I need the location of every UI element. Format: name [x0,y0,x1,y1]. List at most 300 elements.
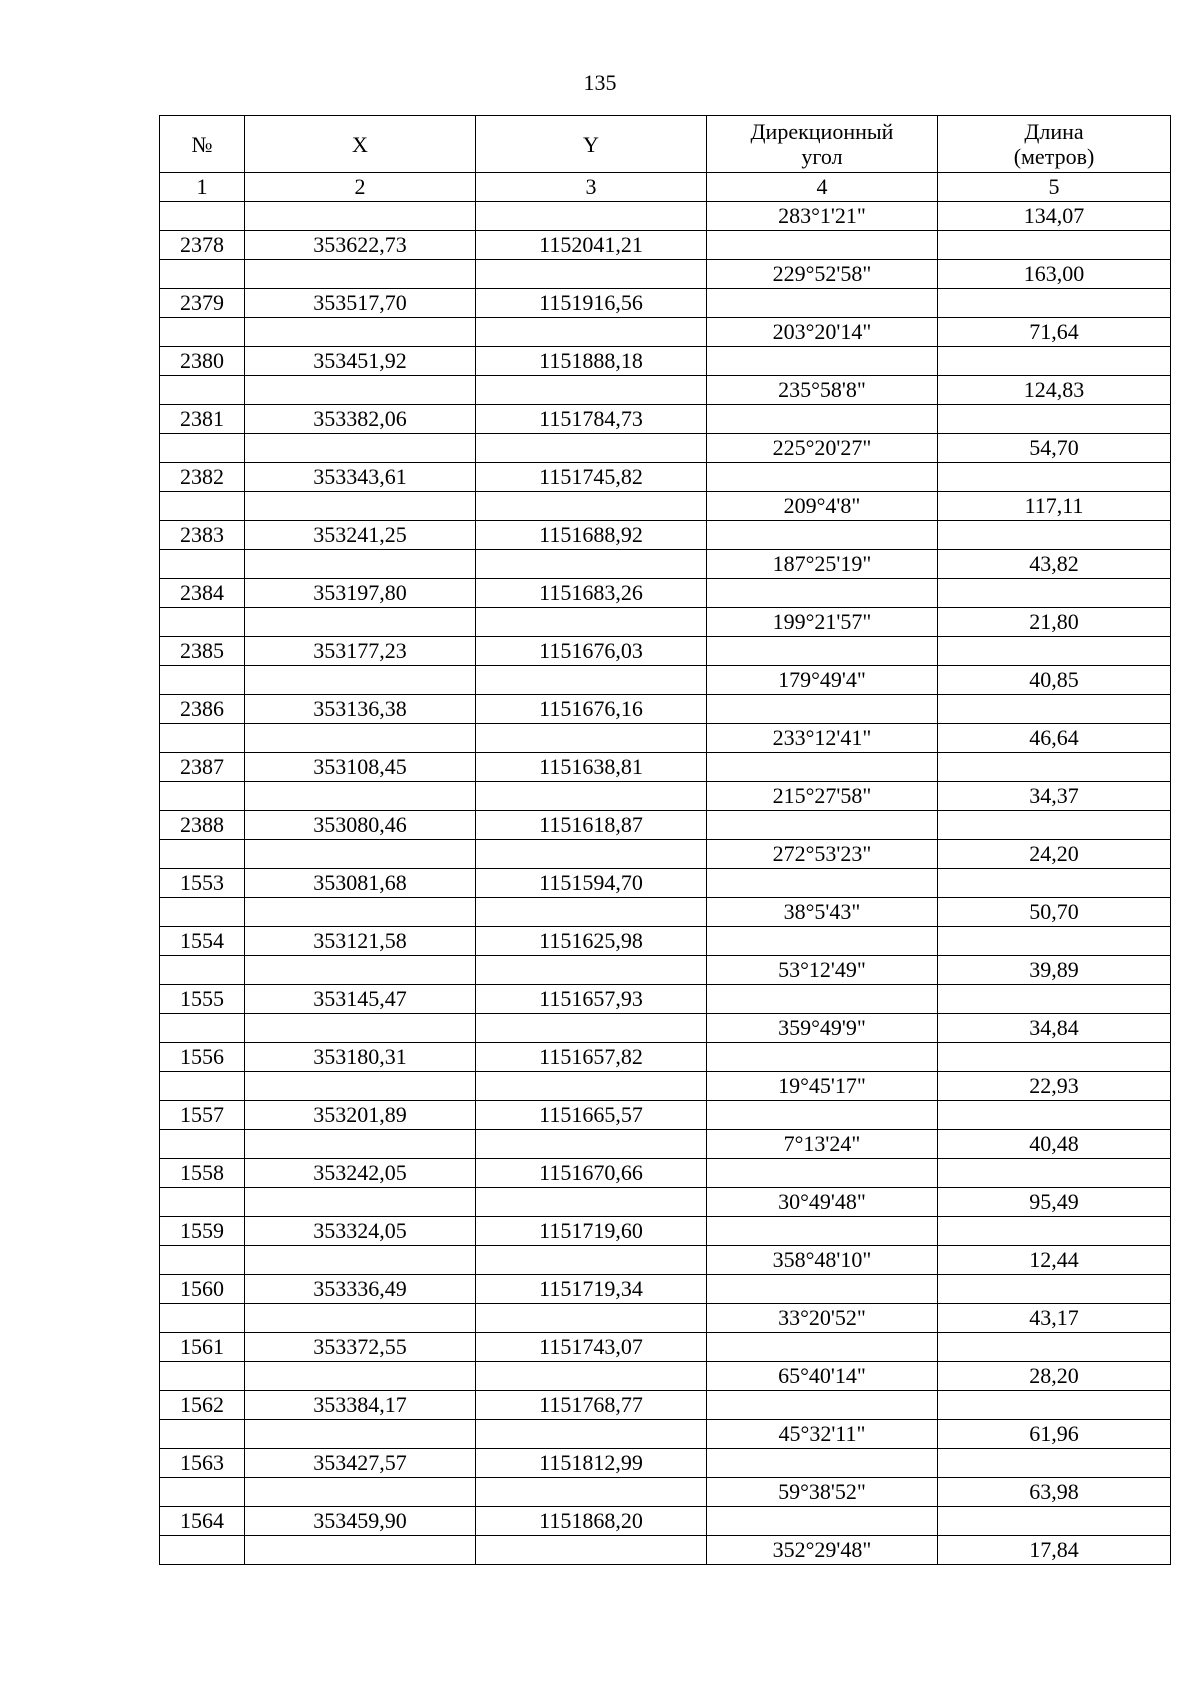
cell-angle: 209°4'8" [707,492,938,521]
cell-y [476,956,707,985]
cell-y: 1151657,82 [476,1043,707,1072]
table-row [160,434,1171,463]
cell-y [476,724,707,753]
cell-y: 1151618,87 [476,811,707,840]
cell-angle [707,1043,938,1072]
cell-y: 1151670,66 [476,1159,707,1188]
table-row [160,985,1171,1014]
cell-x: 353080,46 [245,811,476,840]
cell-y: 1151625,98 [476,927,707,956]
cell-x: 353517,70 [245,289,476,318]
cell-y: 1151676,16 [476,695,707,724]
column-number: 3 [476,173,707,202]
cell-x: 353427,57 [245,1449,476,1478]
header-angle-line2: угол [801,144,843,169]
cell-y [476,1478,707,1507]
cell-angle: 30°49'48" [707,1188,938,1217]
cell-num: 2379 [160,289,245,318]
cell-length [938,811,1171,840]
cell-x: 353343,61 [245,463,476,492]
cell-num [160,318,245,347]
table-row [160,376,1171,405]
cell-y: 1151868,20 [476,1507,707,1536]
cell-angle [707,695,938,724]
cell-angle: 59°38'52" [707,1478,938,1507]
cell-length: 71,64 [938,318,1171,347]
table-row [160,1507,1171,1536]
header-num: № [160,116,245,173]
cell-num: 1560 [160,1275,245,1304]
cell-y [476,1420,707,1449]
cell-num: 2386 [160,695,245,724]
cell-num: 1562 [160,1391,245,1420]
cell-y: 1151594,70 [476,869,707,898]
cell-x: 353121,58 [245,927,476,956]
column-number-row [160,173,1171,202]
table-row [160,347,1171,376]
header-angle [707,116,938,173]
table-row [160,318,1171,347]
cell-num [160,1304,245,1333]
cell-length: 134,07 [938,202,1171,231]
cell-x [245,666,476,695]
cell-length [938,695,1171,724]
cell-angle: 7°13'24" [707,1130,938,1159]
cell-angle [707,1391,938,1420]
cell-length [938,521,1171,550]
cell-num [160,1362,245,1391]
cell-y [476,898,707,927]
cell-x: 353459,90 [245,1507,476,1536]
table-row [160,463,1171,492]
table-row [160,695,1171,724]
cell-length: 95,49 [938,1188,1171,1217]
cell-x [245,1072,476,1101]
cell-num: 2387 [160,753,245,782]
cell-angle [707,231,938,260]
table-row [160,1014,1171,1043]
header-y: Y [476,116,707,173]
cell-num: 1561 [160,1333,245,1362]
column-number: 1 [160,173,245,202]
cell-length [938,347,1171,376]
cell-y [476,376,707,405]
table-body [160,202,1171,1565]
cell-length [938,1275,1171,1304]
page-number: 135 [583,70,617,95]
cell-angle [707,927,938,956]
cell-x [245,840,476,869]
cell-y [476,260,707,289]
table-row [160,840,1171,869]
cell-angle [707,579,938,608]
cell-x [245,898,476,927]
table-row [160,1420,1171,1449]
table-row [160,289,1171,318]
table-row [160,202,1171,231]
cell-length: 21,80 [938,608,1171,637]
table-row [160,260,1171,289]
cell-angle [707,1217,938,1246]
table-row [160,1217,1171,1246]
cell-x: 353382,06 [245,405,476,434]
table-row [160,782,1171,811]
cell-x: 353336,49 [245,1275,476,1304]
table-row [160,724,1171,753]
cell-length [938,1449,1171,1478]
cell-num [160,1420,245,1449]
cell-num: 2388 [160,811,245,840]
cell-angle: 179°49'4" [707,666,938,695]
cell-x: 353451,92 [245,347,476,376]
table-row [160,579,1171,608]
cell-length [938,869,1171,898]
cell-x [245,376,476,405]
cell-x [245,318,476,347]
cell-num [160,724,245,753]
cell-angle: 235°58'8" [707,376,938,405]
cell-x: 353081,68 [245,869,476,898]
cell-length: 17,84 [938,1536,1171,1565]
table-row [160,1478,1171,1507]
table-row [160,666,1171,695]
cell-y [476,434,707,463]
cell-x [245,1478,476,1507]
cell-length: 40,85 [938,666,1171,695]
cell-y [476,1130,707,1159]
cell-length [938,405,1171,434]
cell-x [245,492,476,521]
cell-y: 1151638,81 [476,753,707,782]
table-row [160,1391,1171,1420]
table-row [160,1159,1171,1188]
cell-num: 1559 [160,1217,245,1246]
table-row [160,405,1171,434]
cell-num [160,956,245,985]
cell-num [160,1188,245,1217]
cell-y: 1151676,03 [476,637,707,666]
cell-num [160,1536,245,1565]
cell-y: 1151916,56 [476,289,707,318]
cell-num [160,1072,245,1101]
cell-y [476,1188,707,1217]
cell-length [938,927,1171,956]
cell-y [476,840,707,869]
cell-x: 353384,17 [245,1391,476,1420]
cell-angle: 33°20'52" [707,1304,938,1333]
cell-num: 1555 [160,985,245,1014]
cell-angle: 233°12'41" [707,724,938,753]
cell-y: 1151719,60 [476,1217,707,1246]
cell-x [245,1304,476,1333]
cell-x [245,1014,476,1043]
cell-x: 353136,38 [245,695,476,724]
cell-num [160,1014,245,1043]
cell-y [476,202,707,231]
table-row [160,1362,1171,1391]
table-row [160,521,1171,550]
cell-x [245,782,476,811]
cell-num: 2384 [160,579,245,608]
cell-y: 1151657,93 [476,985,707,1014]
header-angle-line1: Дирекционный [750,119,894,144]
cell-x [245,1188,476,1217]
cell-angle: 45°32'11" [707,1420,938,1449]
cell-angle [707,1101,938,1130]
cell-angle [707,1507,938,1536]
cell-x: 353622,73 [245,231,476,260]
header-x: X [245,116,476,173]
cell-num: 2383 [160,521,245,550]
table-row [160,1333,1171,1362]
cell-num [160,608,245,637]
cell-angle [707,637,938,666]
table-row [160,898,1171,927]
cell-length: 61,96 [938,1420,1171,1449]
cell-angle [707,869,938,898]
cell-num: 2382 [160,463,245,492]
cell-y: 1151784,73 [476,405,707,434]
cell-num: 1554 [160,927,245,956]
cell-y [476,318,707,347]
cell-length [938,289,1171,318]
cell-y [476,492,707,521]
table-row [160,956,1171,985]
cell-x [245,956,476,985]
table-row [160,1101,1171,1130]
cell-length [938,1507,1171,1536]
cell-x: 353197,80 [245,579,476,608]
cell-length: 39,89 [938,956,1171,985]
cell-num [160,202,245,231]
cell-angle [707,1333,938,1362]
cell-length [938,231,1171,260]
cell-x: 353108,45 [245,753,476,782]
column-number: 2 [245,173,476,202]
cell-length: 43,17 [938,1304,1171,1333]
cell-length: 46,64 [938,724,1171,753]
column-number: 4 [707,173,938,202]
cell-num [160,1246,245,1275]
table-row [160,1246,1171,1275]
coordinates-table [159,115,1171,1565]
cell-y: 1151745,82 [476,463,707,492]
table-row [160,1188,1171,1217]
cell-length [938,579,1171,608]
cell-num [160,898,245,927]
cell-num: 1553 [160,869,245,898]
cell-length: 34,37 [938,782,1171,811]
header-length-line1: Длина [1024,119,1084,144]
cell-x [245,434,476,463]
cell-y [476,1072,707,1101]
cell-y [476,1246,707,1275]
cell-num [160,1130,245,1159]
cell-x: 353145,47 [245,985,476,1014]
cell-length [938,1043,1171,1072]
cell-length: 12,44 [938,1246,1171,1275]
table-row [160,753,1171,782]
cell-angle: 38°5'43" [707,898,938,927]
cell-y [476,666,707,695]
cell-angle: 19°45'17" [707,1072,938,1101]
cell-length: 28,20 [938,1362,1171,1391]
cell-x [245,550,476,579]
cell-y [476,1362,707,1391]
cell-num: 2378 [160,231,245,260]
cell-length [938,1217,1171,1246]
cell-length [938,985,1171,1014]
cell-angle: 283°1'21" [707,202,938,231]
cell-length: 163,00 [938,260,1171,289]
cell-y [476,1304,707,1333]
cell-length: 117,11 [938,492,1171,521]
cell-y [476,1536,707,1565]
cell-angle [707,1449,938,1478]
cell-num [160,492,245,521]
cell-length: 50,70 [938,898,1171,927]
table-row [160,811,1171,840]
cell-angle: 65°40'14" [707,1362,938,1391]
cell-length [938,753,1171,782]
cell-angle: 358°48'10" [707,1246,938,1275]
cell-num [160,1478,245,1507]
cell-y: 1151768,77 [476,1391,707,1420]
cell-angle [707,985,938,1014]
cell-y [476,1014,707,1043]
cell-num: 1558 [160,1159,245,1188]
cell-length: 22,93 [938,1072,1171,1101]
cell-angle [707,753,938,782]
cell-num: 1556 [160,1043,245,1072]
cell-x: 353242,05 [245,1159,476,1188]
cell-angle: 272°53'23" [707,840,938,869]
cell-length [938,1391,1171,1420]
cell-y [476,608,707,637]
cell-length: 43,82 [938,550,1171,579]
table-row [160,231,1171,260]
cell-y [476,782,707,811]
cell-num [160,782,245,811]
cell-angle: 225°20'27" [707,434,938,463]
cell-angle [707,1275,938,1304]
cell-num: 1563 [160,1449,245,1478]
table-row [160,1449,1171,1478]
cell-num [160,260,245,289]
cell-angle: 203°20'14" [707,318,938,347]
cell-angle [707,463,938,492]
table-row [160,550,1171,579]
cell-num [160,840,245,869]
table-row [160,1072,1171,1101]
table-row [160,492,1171,521]
cell-angle: 215°27'58" [707,782,938,811]
header-length [938,116,1171,173]
cell-angle [707,347,938,376]
cell-x [245,1536,476,1565]
table-row [160,1275,1171,1304]
cell-num: 2381 [160,405,245,434]
table-row [160,1130,1171,1159]
cell-angle: 229°52'58" [707,260,938,289]
cell-length [938,463,1171,492]
cell-num: 2380 [160,347,245,376]
cell-length: 54,70 [938,434,1171,463]
cell-y: 1151683,26 [476,579,707,608]
cell-angle: 359°49'9" [707,1014,938,1043]
cell-angle [707,405,938,434]
cell-angle: 53°12'49" [707,956,938,985]
cell-angle [707,289,938,318]
cell-x [245,724,476,753]
cell-angle [707,521,938,550]
cell-angle [707,811,938,840]
table-row [160,1536,1171,1565]
table-row [160,608,1171,637]
cell-x: 353201,89 [245,1101,476,1130]
cell-y: 1151719,34 [476,1275,707,1304]
cell-y: 1151888,18 [476,347,707,376]
table-row [160,927,1171,956]
header-row [160,116,1171,173]
table-row [160,869,1171,898]
header-length-line2: (метров) [1013,144,1095,169]
cell-x [245,1362,476,1391]
cell-x [245,1420,476,1449]
cell-x [245,608,476,637]
cell-length: 24,20 [938,840,1171,869]
table-row [160,1043,1171,1072]
cell-y: 1151688,92 [476,521,707,550]
cell-length [938,1101,1171,1130]
cell-x [245,202,476,231]
cell-length [938,1159,1171,1188]
cell-num [160,434,245,463]
cell-angle: 187°25'19" [707,550,938,579]
cell-length [938,637,1171,666]
cell-length: 40,48 [938,1130,1171,1159]
cell-angle: 352°29'48" [707,1536,938,1565]
cell-num: 1557 [160,1101,245,1130]
cell-y: 1151743,07 [476,1333,707,1362]
cell-length [938,1333,1171,1362]
cell-length: 63,98 [938,1478,1171,1507]
cell-length: 34,84 [938,1014,1171,1043]
cell-x: 353372,55 [245,1333,476,1362]
cell-x [245,1246,476,1275]
cell-x [245,260,476,289]
cell-y: 1151665,57 [476,1101,707,1130]
cell-length: 124,83 [938,376,1171,405]
cell-x: 353177,23 [245,637,476,666]
cell-y: 1151812,99 [476,1449,707,1478]
cell-y: 1152041,21 [476,231,707,260]
cell-num [160,666,245,695]
cell-num [160,550,245,579]
cell-x [245,1130,476,1159]
cell-num [160,376,245,405]
cell-num: 2385 [160,637,245,666]
column-number: 5 [938,173,1171,202]
table-row [160,1304,1171,1333]
cell-angle [707,1159,938,1188]
cell-x: 353324,05 [245,1217,476,1246]
cell-angle: 199°21'57" [707,608,938,637]
cell-y [476,550,707,579]
cell-num: 1564 [160,1507,245,1536]
cell-x: 353241,25 [245,521,476,550]
table-row [160,637,1171,666]
